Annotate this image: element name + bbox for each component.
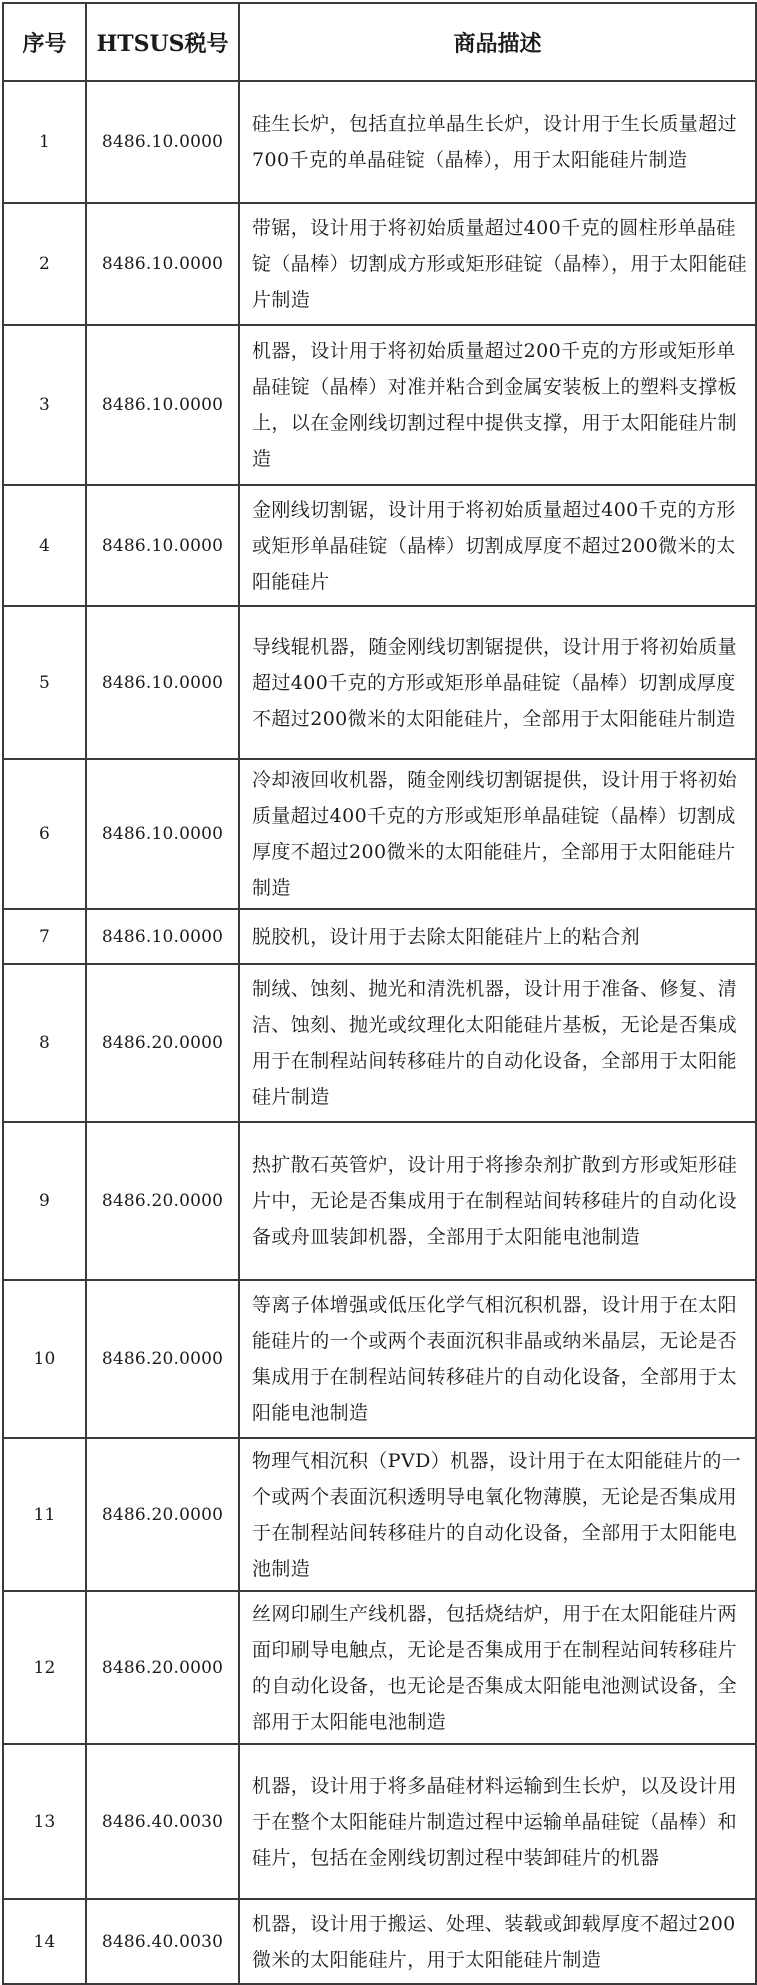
- row-description: 等离子体增强或低压化学气相沉积机器，设计用于在太阳能硅片的一个或两个表面沉积非晶或纳米晶层，无论是否集成用于在制程站间转移硅片的自动化设备，全部用于太阳能电池制造: [239, 1280, 756, 1438]
- row-description: 脱胶机，设计用于去除太阳能硅片上的粘合剂: [239, 909, 756, 964]
- header-description: 商品描述: [239, 3, 756, 81]
- table-row: [3, 1591, 756, 1744]
- row-description: 金刚线切割锯，设计用于将初始质量超过400千克的方形或矩形单晶硅锭（晶棒）切割成厚度不超过200微米的太阳能硅片: [239, 485, 756, 606]
- row-description: 机器，设计用于将初始质量超过200千克的方形或矩形单晶硅锭（晶棒）对准并粘合到金属安装板上的塑料支撑板上，以在金刚线切割过程中提供支撑，用于太阳能硅片制造: [239, 325, 756, 485]
- table-row: [3, 485, 756, 606]
- row-htsus-code: 8486.10.0000: [86, 485, 239, 606]
- row-description: 制绒、蚀刻、抛光和清洗机器，设计用于准备、修复、清洁、蚀刻、抛光或纹理化太阳能硅片基板，无论是否集成用于在制程站间转移硅片的自动化设备，全部用于太阳能硅片制造: [239, 964, 756, 1122]
- row-htsus-code: 8486.10.0000: [86, 325, 239, 485]
- table-row: [3, 606, 756, 759]
- row-htsus-code: 8486.10.0000: [86, 81, 239, 203]
- row-description: 带锯，设计用于将初始质量超过400千克的圆柱形单晶硅锭（晶棒）切割成方形或矩形硅锭（晶棒），用于太阳能硅片制造: [239, 203, 756, 325]
- row-htsus-code: 8486.10.0000: [86, 606, 239, 759]
- row-index: 13: [3, 1744, 86, 1899]
- row-index: 11: [3, 1438, 86, 1591]
- row-htsus-code: 8486.10.0000: [86, 909, 239, 964]
- row-htsus-code: 8486.20.0000: [86, 964, 239, 1122]
- row-htsus-code: 8486.10.0000: [86, 203, 239, 325]
- row-htsus-code: 8486.10.0000: [86, 759, 239, 909]
- tariff-table: [2, 2, 757, 1985]
- table-row: [3, 325, 756, 485]
- row-description: 热扩散石英管炉，设计用于将掺杂剂扩散到方形或矩形硅片中，无论是否集成用于在制程站间转移硅片的自动化设备或舟皿装卸机器，全部用于太阳能电池制造: [239, 1122, 756, 1280]
- row-description: 丝网印刷生产线机器，包括烧结炉，用于在太阳能硅片两面印刷导电触点，无论是否集成用于在制程站间转移硅片的自动化设备，也无论是否集成太阳能电池测试设备，全部用于太阳能电池制造: [239, 1591, 756, 1744]
- row-description: 物理气相沉积（PVD）机器，设计用于在太阳能硅片的一个或两个表面沉积透明导电氧化物薄膜，无论是否集成用于在制程站间转移硅片的自动化设备，全部用于太阳能电池制造: [239, 1438, 756, 1591]
- row-description: 导线辊机器，随金刚线切割锯提供，设计用于将初始质量超过400千克的方形或矩形单晶硅锭（晶棒）切割成厚度不超过200微米的太阳能硅片，全部用于太阳能硅片制造: [239, 606, 756, 759]
- row-index: 1: [3, 81, 86, 203]
- table-row: [3, 1744, 756, 1899]
- row-index: 5: [3, 606, 86, 759]
- table-row: [3, 1122, 756, 1280]
- row-description: 硅生长炉，包括直拉单晶生长炉，设计用于生长质量超过700千克的单晶硅锭（晶棒），用于太阳能硅片制造: [239, 81, 756, 203]
- row-index: 4: [3, 485, 86, 606]
- table-row: [3, 759, 756, 909]
- header-row: [3, 3, 756, 81]
- row-description: 机器，设计用于将多晶硅材料运输到生长炉，以及设计用于在整个太阳能硅片制造过程中运输单晶硅锭（晶棒）和硅片，包括在金刚线切割过程中装卸硅片的机器: [239, 1744, 756, 1899]
- row-index: 8: [3, 964, 86, 1122]
- table-row: [3, 1438, 756, 1591]
- table-row: [3, 964, 756, 1122]
- table-row: [3, 1280, 756, 1438]
- row-htsus-code: 8486.40.0030: [86, 1744, 239, 1899]
- row-htsus-code: 8486.20.0000: [86, 1438, 239, 1591]
- header-index: 序号: [3, 3, 86, 81]
- row-index: 12: [3, 1591, 86, 1744]
- row-description: 机器，设计用于搬运、处理、装载或卸载厚度不超过200微米的太阳能硅片，用于太阳能硅片制造: [239, 1899, 756, 1984]
- header-htsus-code: HTSUS税号: [86, 3, 239, 81]
- row-index: 6: [3, 759, 86, 909]
- table-row: [3, 909, 756, 964]
- table-row: [3, 1899, 756, 1984]
- row-htsus-code: 8486.20.0000: [86, 1280, 239, 1438]
- row-index: 10: [3, 1280, 86, 1438]
- table-row: [3, 203, 756, 325]
- row-index: 14: [3, 1899, 86, 1984]
- row-index: 3: [3, 325, 86, 485]
- row-index: 9: [3, 1122, 86, 1280]
- row-index: 2: [3, 203, 86, 325]
- row-index: 7: [3, 909, 86, 964]
- table-row: [3, 81, 756, 203]
- row-description: 冷却液回收机器，随金刚线切割锯提供，设计用于将初始质量超过400千克的方形或矩形单晶硅锭（晶棒）切割成厚度不超过200微米的太阳能硅片，全部用于太阳能硅片制造: [239, 759, 756, 909]
- row-htsus-code: 8486.20.0000: [86, 1122, 239, 1280]
- row-htsus-code: 8486.40.0030: [86, 1899, 239, 1984]
- row-htsus-code: 8486.20.0000: [86, 1591, 239, 1744]
